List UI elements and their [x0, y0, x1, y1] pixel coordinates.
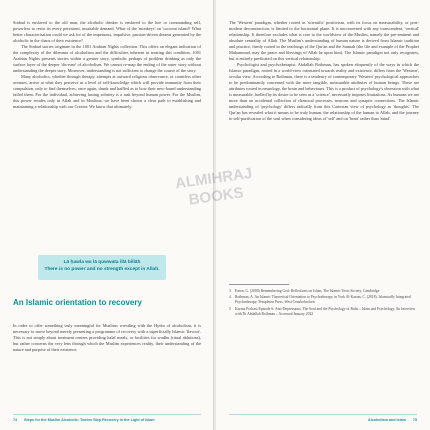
left-paragraph-2: The Sinbad stories originate in the 1001 Arabian Nights collection. This offers an elegant indication of the complexity of the dilemma of alcoholism and the difficulties inherent in treating this condition. 1001 Arabian Nights presents stories within a greater story, symbolic perhaps of problem drinking as only the surface layer of the deeper 'dis-ease' of alcoholism. We cannot re-map the ending of the outer story without understanding the deeper story. Moreover, understanding is not sufficient to change the course of the story.	[13, 44, 201, 73]
right-page-number: 75	[412, 418, 417, 422]
callout-english: There is no power and no strength except in Allah.	[44, 267, 160, 272]
left-page-number: 74	[13, 418, 18, 422]
callout-arabic: Lā ḥawla wa lā quwwata illā billāh	[63, 260, 141, 265]
footnote-item	[229, 295, 417, 305]
footnotes	[229, 289, 417, 318]
right-paragraph-1: The 'Western' paradigm, whether rooted in 'scientific' positivism, with its focus on measurability, or post-modern deconstruction, is limited to the horizontal plane. It is unconcerned with any transcendent, 'vertical' relationship. It therefore excludes what is core to the worldview of the Muslim, namely the pre-eminent and absolute centrality of Allah. The Muslim's understanding of human nature is derived from Islamic tradition and practice, firmly rooted in the teachings of the Qur'an and the Sunnah (the life and example of the Prophet Muhammad, may the peace and blessings of Allah be upon him). The Islamic paradigm not only recognises, but is entirely predicated on this vertical relationship.	[229, 20, 419, 61]
footnote-item	[229, 307, 417, 317]
footnote-rule	[229, 284, 289, 285]
right-paragraph-2: Psychologist and psychotherapist, Abdallah Rothman, has spoken eloquently of the ways in which the Islamic paradigm, rooted in a world-view orientated towards reality and existence, differs from the 'Western', secular view. According to Rothman, there is a tendency of contemporary 'Western' psychological approaches to be predominantly concerned with the more tangible, measurable attributes of human beings. These are attributes rooted in neurology, the brain and behaviours. This is a product of psychology's obsession with what is measurable, fuelled by its desire to be seen as a 'science', necessarily imposes limitations. As humans we are more than an accidental collection of chemical processes, neurons and synaptic connections. The Islamic understanding of 'psychology' differs radically from this Cartesian view of psychology as 'thoughts'. The Qur'an has revealed what it means to be truly human, the relationship of the human to Allah, and the journey to self-purification of the soul when considering ideas of 'self' and on 'heart' rather than 'mind'.	[229, 62, 419, 121]
right-footer	[216, 418, 417, 423]
footnote-text: Eaton, G. (2000) Remembering God: Reflections on Islam, The Islamic Texts Society, Cambridge	[235, 289, 380, 293]
left-footer-rule	[13, 414, 201, 415]
left-page	[0, 0, 214, 430]
footnote-number: 3	[229, 289, 231, 293]
right-footer-rule	[229, 414, 417, 415]
right-page	[216, 0, 430, 430]
left-paragraph-3: Many alcoholics, whether through therapy, attempts at outward religious observance, or countless other avenues, arrive at what they perceive as a level of self-knowledge which will provide immunity from their compulsion, only to find themselves, once again, drunk and baffled as to how their new-found understanding failed them. For the individual, achieving lasting sobriety is a task beyond human power. For the Muslim, this power resides only in Allah and in Muslims, we have been shown a clear path to establishing and maintaining a relationship with our Creator. We know that ultimately:	[13, 74, 201, 109]
footnote-number: 4	[229, 295, 231, 300]
left-body-text-2	[13, 323, 201, 353]
footnote-number: 5	[229, 306, 231, 311]
left-paragraph-4: In order to offer something truly meaningful for Muslims wrestling with the Hydra of alcoholism, it is necessary to move beyond merely presenting a programme of recovery with a superficially Islamic 'flavour'. This is not simply about treatment centres providing halal meals, or facilities for wudhu (ritual ablutions), but rather concerns the very lens through which the Muslim experiences reality, their understanding of the nature and purpose of their existence.	[13, 323, 201, 352]
left-body-text	[13, 20, 201, 110]
footnote-item	[229, 289, 417, 294]
left-footer	[13, 418, 201, 423]
footnote-text: Kurma Podcast Episode 6: Anti-Depressants, The Soul and the Psychology of Ruhs – Islam and Psychology. An Interview with Dr Abdallah Rothman – Accessed January 2022	[235, 306, 416, 316]
right-body-text	[229, 20, 419, 122]
section-heading: An Islamic orientation to recovery	[13, 298, 142, 307]
watermark: ALMIHRAJ BOOKS	[174, 164, 254, 209]
left-running-title: Steps for the Muslim Alcoholic: Twelve Step Recovery in the Light of Islam	[24, 418, 155, 422]
right-running-title: Alcoholism and Islam	[368, 418, 406, 422]
left-paragraph-1: Sinbad is enslaved to the old man, the alcoholic drinker is enslaved to the hoe or commanding self, powerless to resist its every persistent, insatiable demand. What of the 'monkeys' on 'coconut island? What better characterisation could we ask for of the impetuous, impulsive, passion-driven dreams generated by the alcoholic in the chaos of their existence?	[13, 20, 201, 43]
footnote-text: Rothman, A. An Islamic Theoretical Orientation to Psychotherapy, in York Al-Karam, C. (2018), Islamically Integrated Psychotherapy, Templeton Press, West Conshohocken	[235, 295, 411, 305]
callout-box	[38, 255, 166, 280]
